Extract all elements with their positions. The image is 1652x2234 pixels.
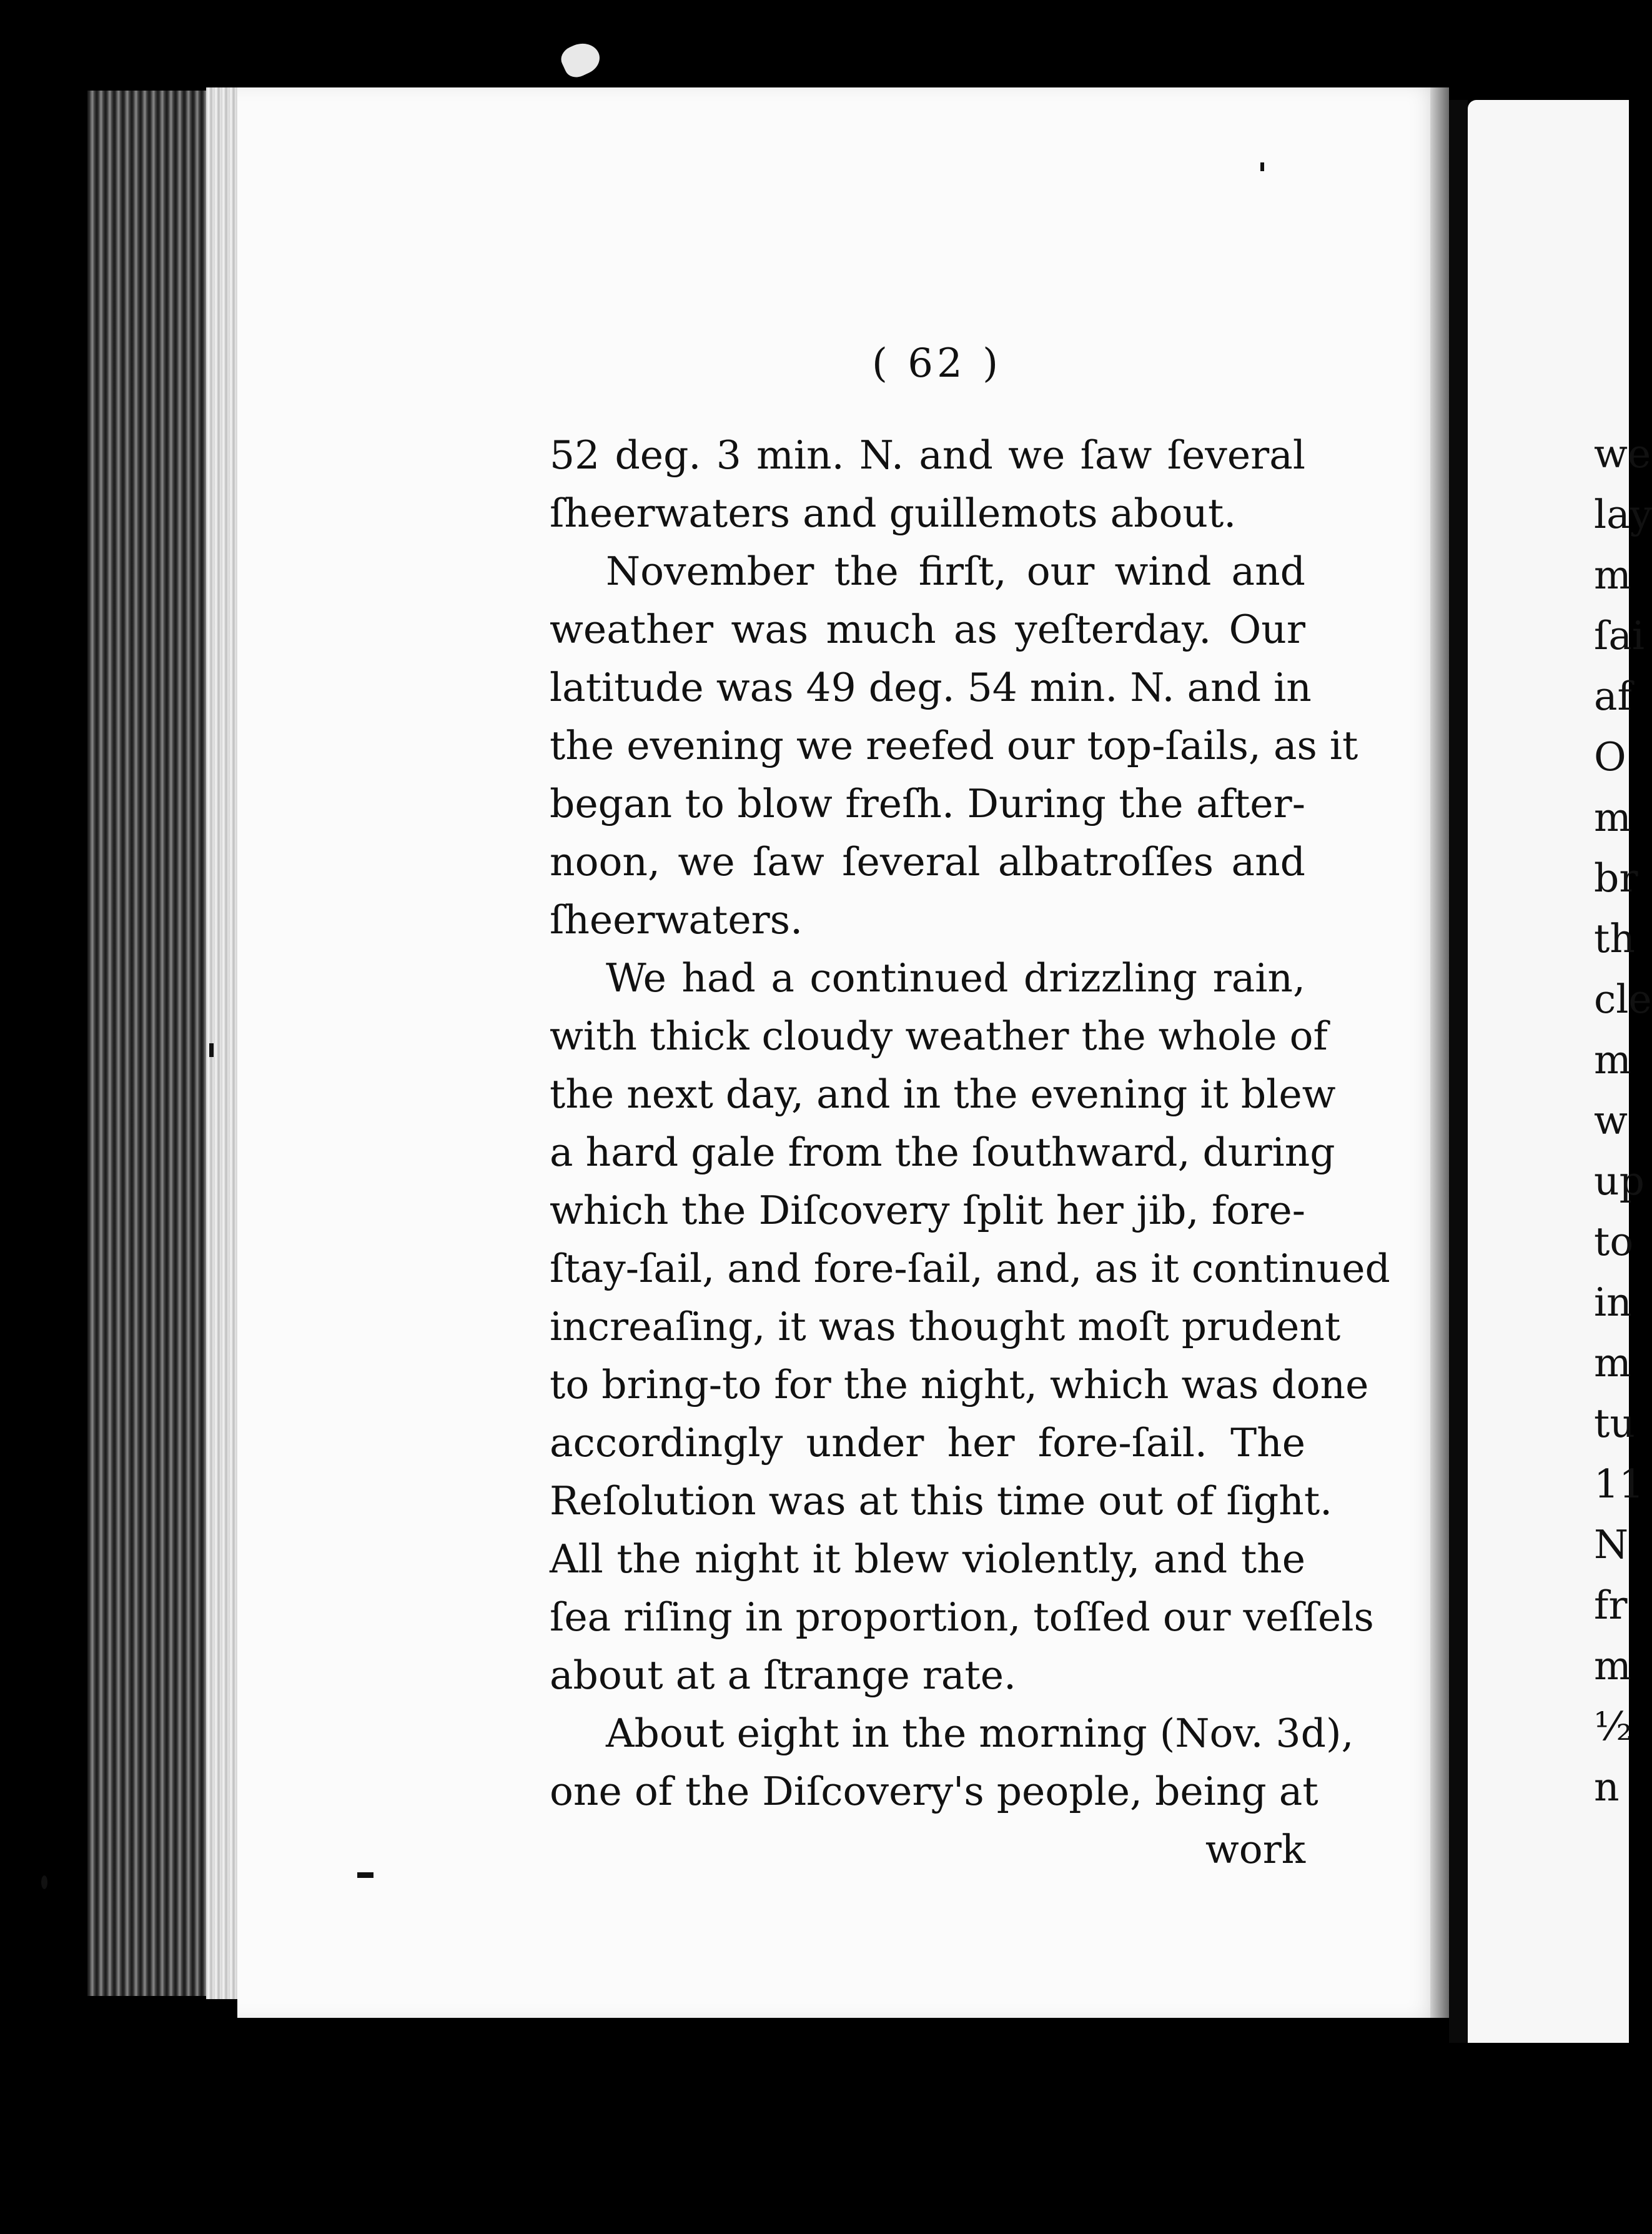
- facing-page-line: 11: [1594, 1461, 1645, 1507]
- text-line: a hard gale from the ſouthward, during: [550, 1129, 1335, 1175]
- margin-mark: [1260, 162, 1264, 171]
- text-line: weather was much as yeſterday. Our: [550, 607, 1305, 652]
- page-body-text: [550, 426, 1390, 1879]
- text-line: 52 deg. 3 min. N. and we ſaw ſeveral: [550, 432, 1305, 478]
- facing-page-line: ſai: [1594, 613, 1645, 658]
- text-line: ſea riſing in proportion, toſſed our veſſels: [550, 1594, 1374, 1640]
- text-line: ſheerwaters and guillemots about.: [550, 490, 1237, 536]
- facing-page-line: N: [1594, 1522, 1629, 1567]
- facing-page-line: m: [1594, 795, 1631, 840]
- text-line: noon, we ſaw ſeveral albatroſſes and: [550, 839, 1305, 885]
- facing-page-line: we: [1594, 431, 1651, 477]
- facing-page-line: cle: [1594, 976, 1652, 1022]
- facing-page-line: to: [1594, 1219, 1634, 1264]
- facing-page-line: th: [1594, 916, 1635, 961]
- facing-page-line: m: [1594, 1643, 1631, 1689]
- text-line: work: [1205, 1827, 1305, 1872]
- text-line: the evening we reefed our top-ſails, as it: [550, 723, 1358, 768]
- facing-page-line: af: [1594, 673, 1632, 719]
- facing-page-line: n: [1594, 1764, 1620, 1810]
- text-line: one of the Diſcovery's people, being at: [550, 1769, 1318, 1814]
- facing-page-line: m: [1594, 1340, 1631, 1386]
- text-line: All the night it blew violently, and the: [550, 1536, 1305, 1582]
- text-line: increaſing, it was thought moſt prudent: [550, 1304, 1341, 1349]
- page-fold-shadow: [1430, 87, 1449, 2018]
- text-line: the next day, and in the evening it blew: [550, 1071, 1336, 1117]
- facing-page-line: tu: [1594, 1401, 1635, 1446]
- text-line: latitude was 49 deg. 54 min. N. and in: [550, 665, 1312, 710]
- facing-page-line: up: [1594, 1158, 1645, 1204]
- facing-page-line: lay: [1594, 492, 1652, 537]
- book-gutter: [1449, 100, 1468, 2043]
- text-line: began to blow freſh. During the after-: [550, 781, 1305, 827]
- text-line: accordingly under her fore-ſail. The: [550, 1420, 1305, 1466]
- text-line: November the firſt, our wind and: [606, 549, 1305, 594]
- paper-stain: [557, 37, 605, 82]
- facing-page-line: m: [1594, 552, 1631, 598]
- text-line: which the Diſcovery ſplit her jib, fore-: [550, 1188, 1305, 1233]
- text-line: Reſolution was at this time out of ſight.: [550, 1478, 1333, 1524]
- text-line: with thick cloudy weather the whole of: [550, 1013, 1328, 1059]
- text-line: about at a ſtrange rate.: [550, 1652, 1017, 1698]
- margin-mark: [209, 1043, 214, 1057]
- text-line: ſheerwaters.: [550, 897, 803, 943]
- page-number: ( 62 ): [871, 340, 1002, 387]
- facing-page-line: m: [1594, 1037, 1631, 1083]
- facing-page-line: O: [1594, 734, 1626, 780]
- facing-page-line: in: [1594, 1279, 1632, 1325]
- text-line: About eight in the morning (Nov. 3d),: [606, 1710, 1354, 1756]
- margin-mark: [41, 1875, 47, 1889]
- margin-dash: [357, 1872, 373, 1878]
- facing-page-line: w: [1594, 1098, 1628, 1143]
- text-line: to bring-to for the night, which was done: [550, 1362, 1369, 1407]
- text-line: We had a continued drizzling rain,: [606, 955, 1305, 1001]
- facing-page-line: ½: [1594, 1704, 1633, 1749]
- facing-page-line: br: [1594, 855, 1638, 901]
- text-line: ſtay-ſail, and fore-ſail, and, as it continued: [550, 1246, 1390, 1291]
- facing-page-line: fr: [1594, 1582, 1628, 1628]
